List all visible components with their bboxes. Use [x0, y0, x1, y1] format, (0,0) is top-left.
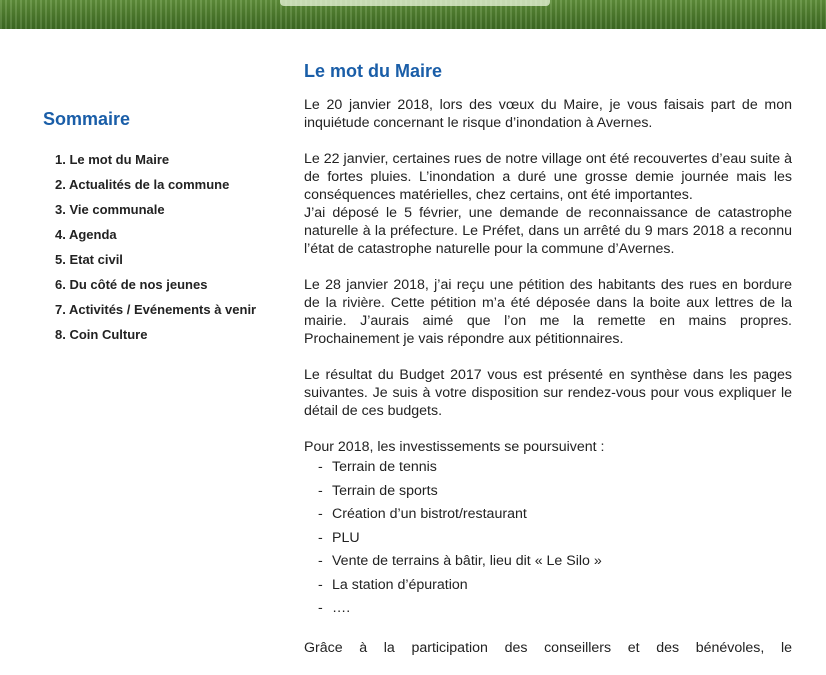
toc-item-jeunes[interactable]: 6. Du côté de nos jeunes [55, 277, 208, 292]
toc-item-vie-communale[interactable]: 3. Vie communale [55, 202, 165, 217]
toc-item-activites[interactable]: 7. Activités / Evénements à venir [55, 302, 257, 317]
toc-item-etat-civil[interactable]: 5. Etat civil [55, 252, 123, 267]
list-item: - Terrain de tennis [318, 459, 437, 475]
paragraph-budget: Le résultat du Budget 2017 vous est présenté en synthèse dans les pages suivantes. Je suis à votre disposition sur rendez-vous pour vous expliquer le détail de ces budgets. [304, 367, 792, 419]
toc-list [43, 152, 283, 352]
list-item: - Création d’un bistrot/restaurant [318, 506, 527, 522]
list-item: - Terrain de sports [318, 482, 438, 499]
paragraph-benevoles: Grâce à la participation des conseillers et des bénévoles, le [304, 639, 792, 656]
paragraph-inondation: Le 22 janvier, certaines rues de notre village ont été recouvertes d’eau suite à de fortes pluies. L’inondation a duré une grosse demie journée mais les conséquences matérielles, chez certains, ont été importantes. [304, 151, 792, 203]
paragraph-catastrophe: J’ai déposé le 5 février, une demande de reconnaissance de catastrophe naturelle à la préfecture. Le Préfet, dans un arrêté du 9 mars 2018 a reconnu l’état de catastrophe naturelle pour la commune d’Avernes. [304, 205, 792, 257]
toc-title: Sommaire [43, 109, 131, 129]
list-item: - La station d’épuration [318, 576, 468, 593]
toc-item-agenda[interactable]: 4. Agenda [55, 227, 117, 242]
table-of-contents [43, 108, 283, 352]
toc-item-coin-culture[interactable]: 8. Coin Culture [55, 327, 148, 342]
toc-item-mot-du-maire[interactable]: 1. Le mot du Maire [55, 152, 170, 167]
investment-list [304, 456, 792, 621]
paragraph-petition: Le 28 janvier 2018, j’ai reçu une pétition des habitants des rues en bordure de la rivière. Cette pétition m’a été déposée dans la boite aux lettres de la mairie. J’aurais aimé que l’on me la remette en mains propres. Prochainement je vais répondre aux pétitionnaires. [304, 277, 792, 347]
list-item: - …. [318, 600, 351, 616]
header-banner-image [0, 0, 826, 29]
list-item: - Vente de terrains à bâtir, lieu dit « Le Silo » [318, 553, 602, 569]
article [304, 60, 792, 657]
toc-item-actualites[interactable]: 2. Actualités de la commune [55, 177, 230, 192]
banner-light-patch [280, 0, 550, 6]
list-item: - PLU [318, 529, 360, 546]
paragraph-voeux: Le 20 janvier 2018, lors des vœux du Maire, je vous faisais part de mon inquiétude concernant le risque d’inondation à Avernes. [304, 97, 792, 131]
article-title: Le mot du Maire [304, 61, 443, 81]
paragraph-investissements: Pour 2018, les investissements se poursuivent : [304, 439, 605, 455]
